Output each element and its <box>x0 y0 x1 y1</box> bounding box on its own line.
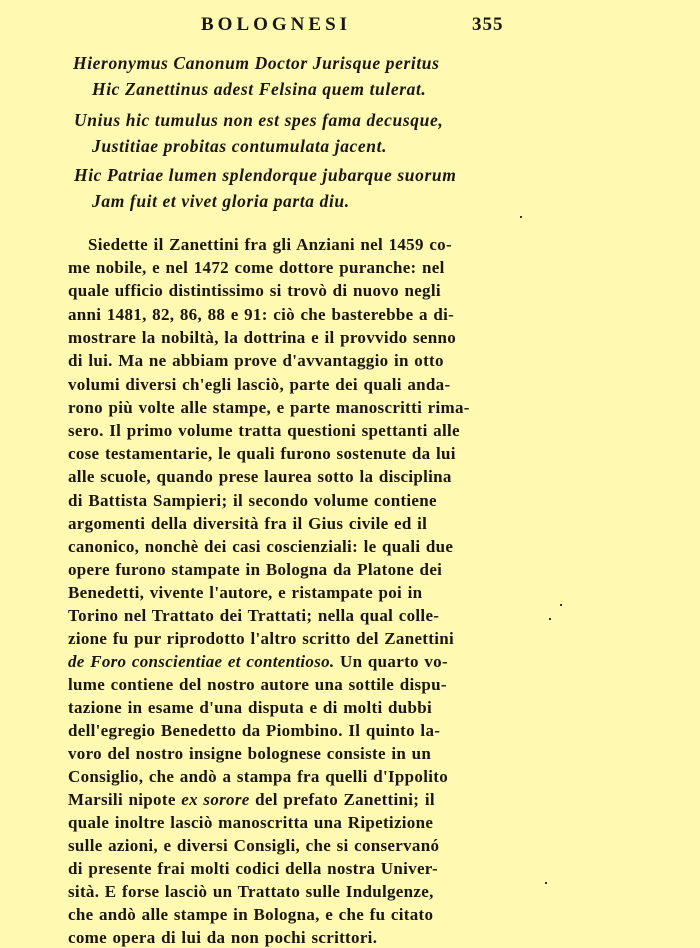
text-line: Siedette il Zanettini fra gli Anziani nel 1459 co- <box>88 235 452 254</box>
ink-speck <box>549 618 551 620</box>
ink-speck <box>545 882 547 884</box>
text-run: del prefato Zanettini; il <box>249 790 435 809</box>
text-line: cose testamentarie, le quali furono sostenute da lui <box>68 444 456 463</box>
text-line: Benedetti, vivente l'autore, e ristampate poi in <box>68 583 423 602</box>
text-line: che andò alle stampe in Bologna, e che fu citato <box>68 905 434 924</box>
text-line: canonico, nonchè dei casi coscienziali: le quali due <box>68 537 454 556</box>
italic-phrase: ex sorore <box>181 790 250 809</box>
epitaph-line: Justitiae probitas contumulata jacent. <box>92 136 388 156</box>
text-line: come opera di lui da non pochi scrittori. <box>68 928 378 947</box>
text-line: Torino nel Trattato dei Trattati; nella qual colle- <box>68 606 440 625</box>
text-line: tazione in esame d'una disputa e di molti dubbi <box>68 698 433 717</box>
epitaph-line: Unius hic tumulus non est spes fama decusque, <box>74 110 444 130</box>
text-line: volumi diversi ch'egli lasciò, parte dei quali anda- <box>68 375 451 394</box>
text-line-mixed <box>68 790 435 810</box>
text-line: sulle azioni, e diversi Consigli, che si conservanó <box>68 836 440 855</box>
epitaph-line: Hic Patriae lumen splendorque jubarque suorum <box>74 165 457 185</box>
text-line: di Battista Sampieri; il secondo volume contiene <box>68 491 437 510</box>
epitaph-line: Hieronymus Canonum Doctor Jurisque peritus <box>73 53 440 73</box>
text-line: sità. E forse lasciò un Trattato sulle Indulgenze, <box>68 882 434 901</box>
text-line: opere furono stampate in Bologna da Platone dei <box>68 560 443 579</box>
text-line: mostrare la nobiltà, la dottrina e il provvido senno <box>68 328 457 347</box>
text-line: anni 1481, 82, 86, 88 e 91: ciò che basterebbe a di- <box>68 305 455 324</box>
running-title: BOLOGNESI <box>201 14 352 35</box>
text-line: voro del nostro insigne bolognese consiste in un <box>68 744 432 763</box>
ink-speck <box>560 604 562 606</box>
epitaph-line: Hic Zanettinus adest Felsina quem tulerat. <box>92 79 427 99</box>
text-run: Marsili nipote <box>68 790 182 809</box>
text-line: dell'egregio Benedetto da Piombino. Il quinto la- <box>68 721 441 740</box>
text-line: rono più volte alle stampe, e parte manoscritti rima- <box>68 398 470 417</box>
text-line: alle scuole, quando prese laurea sotto la disciplina <box>68 467 452 486</box>
text-line: sero. Il primo volume tratta questioni spettanti alle <box>68 421 460 440</box>
text-line: Consiglio, che andò a stampa fra quelli d'Ippolito <box>68 767 449 786</box>
italic-title: de Foro conscientiae et contentioso. <box>68 652 335 671</box>
epitaph-line: Jam fuit et vivet gloria parta diu. <box>92 191 350 211</box>
page-number: 355 <box>472 14 504 35</box>
text-line: argomenti della diversità fra il Gius civile ed il <box>68 514 428 533</box>
text-line: quale inoltre lasciò manoscritta una Ripetizione <box>68 813 434 832</box>
ink-speck <box>520 216 522 218</box>
text-line: quale ufficio distintissimo si trovò di nuovo negli <box>68 281 441 300</box>
text-line: zione fu pur riprodotto l'altro scritto del Zanettini <box>68 629 455 648</box>
running-head <box>0 14 700 42</box>
text-line: di presente frai molti codici della nostra Univer- <box>68 859 438 878</box>
text-line: lume contiene del nostro autore una sottile dispu- <box>68 675 447 694</box>
text-line: me nobile, e nel 1472 come dottore puranche: nel <box>68 258 445 277</box>
text-run: Un quarto vo- <box>334 652 448 671</box>
text-line: di lui. Ma ne abbiam prove d'avvantaggio in otto <box>68 351 444 370</box>
text-line-mixed <box>68 652 448 672</box>
